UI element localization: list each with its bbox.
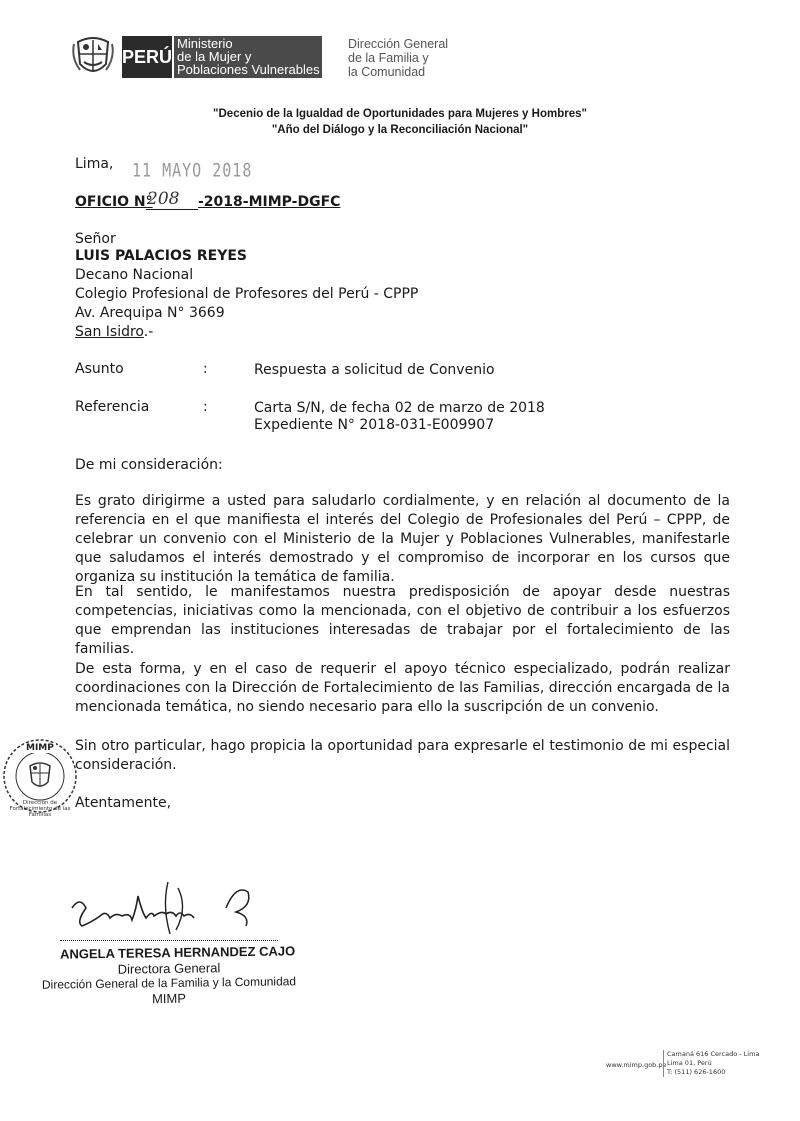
body-paragraph-3: De esta forma, y en el caso de requerir el apoyo técnico especializado, podrán realizar coordinaciones con la Dirección de Fortalecimiento de las Familias, dirección encargada de la mencionada temática, no siendo necesario para ello la suscripción de un convenio. bbox=[75, 661, 730, 715]
date-stamp: 11 MAYO 2018 bbox=[132, 158, 253, 182]
footer-address bbox=[663, 1050, 759, 1077]
signatory-org: Dirección General de la Familia y la Comunidad bbox=[41, 974, 297, 992]
year-line: "Año del Diálogo y la Reconciliación Nacional" bbox=[271, 124, 529, 136]
seal-ring-text: Dirección de Fortalecimiento de las Familias bbox=[9, 800, 71, 818]
recipient-district-line bbox=[75, 323, 153, 342]
reference-line-2: Expediente N° 2018-031-E009907 bbox=[254, 417, 495, 433]
subject-label: Asunto bbox=[75, 361, 124, 377]
reference-colon: : bbox=[203, 399, 208, 415]
oficio-suffix: -2018-MIMP-DGFC bbox=[198, 194, 341, 210]
peru-coat-of-arms-icon bbox=[70, 34, 116, 80]
body-paragraph-4: Sin otro particular, hago propicia la oportunidad para expresarle el testimonio de mi especial consideración. bbox=[75, 738, 730, 773]
oficio-number-underline bbox=[146, 209, 198, 210]
signatory-name: ANGELA TERESA HERNANDEZ CAJO bbox=[59, 943, 296, 962]
body-paragraph-2: En tal sentido, le manifestamos nuestra predisposición de apoyar desde nuestras competencias, iniciativas como la mencionada, con el objetivo de contribuir a los esfuerzos que emprendan las instituciones interesadas de trabajar por el fortalecimiento de las familias. bbox=[75, 584, 730, 657]
closing: Atentamente, bbox=[75, 795, 172, 811]
recipient-district-suffix: .- bbox=[143, 324, 154, 340]
decenio-line: "Decenio de la Igualdad de Oportunidades para Mujeres y Hombres" bbox=[213, 108, 587, 120]
salutation: Señor bbox=[75, 231, 116, 247]
subject-value: Respuesta a solicitud de Convenio bbox=[254, 362, 495, 378]
reference-label: Referencia bbox=[75, 399, 150, 415]
place-text: Lima, bbox=[75, 156, 114, 172]
recipient-org: Colegio Profesional de Profesores del Perú - CPPP bbox=[75, 286, 419, 302]
oficio-prefix: OFICIO N° bbox=[75, 194, 153, 210]
recipient-title: Decano Nacional bbox=[75, 267, 194, 283]
seal-top-text: MIMP bbox=[26, 743, 54, 753]
reference-line-1: Carta S/N, de fecha 02 de marzo de 2018 bbox=[254, 400, 545, 416]
signature-line bbox=[60, 940, 278, 941]
logo-country-block: PERÚ bbox=[122, 36, 172, 78]
direction-line: Dirección General bbox=[348, 37, 449, 51]
body-paragraph-1: Es grato dirigirme a usted para saludarlo cordialmente, y en relación al documento de la referencia en el que manifiesta el interés del Colegio de Profesionales del Perú – CPPP, de celebrar un convenio con el Ministerio de la Mujer y Poblaciones Vulnerables, manifestarle que saludamos el interés demostrado y el compromiso de incorporar en los cursos que organiza su institución la temática de familia. bbox=[75, 493, 730, 585]
handwritten-signature bbox=[58, 878, 268, 940]
signatory-title: Directora General bbox=[117, 960, 221, 977]
footer-address-line: Camaná 616 Cercado - Lima bbox=[667, 1050, 760, 1058]
direction-line: de la Familia y bbox=[348, 51, 429, 65]
recipient-name: LUIS PALACIOS REYES bbox=[75, 248, 247, 264]
recipient-district: San Isidro bbox=[75, 324, 144, 340]
ministry-line: Ministerio bbox=[177, 36, 233, 51]
footer-address-line: Lima 01, Perú bbox=[667, 1059, 712, 1067]
official-seal bbox=[2, 738, 78, 818]
logo-ministry-block bbox=[174, 36, 322, 78]
greeting: De mi consideración: bbox=[75, 457, 223, 473]
footer-url: www.mimp.gob.pe bbox=[606, 1061, 667, 1069]
direction-line: la Comunidad bbox=[348, 65, 426, 79]
signatory-entity: MIMP bbox=[151, 990, 187, 1007]
ministry-line: de la Mujer y bbox=[177, 49, 252, 64]
footer-address-line: T: (511) 626-1600 bbox=[667, 1068, 726, 1076]
subject-colon: : bbox=[203, 361, 208, 377]
oficio-handwritten-number: 208 bbox=[147, 189, 180, 209]
direction-name bbox=[348, 37, 448, 79]
ministry-line: Poblaciones Vulnerables bbox=[177, 62, 320, 77]
recipient-address: Av. Arequipa N° 3669 bbox=[75, 305, 225, 321]
